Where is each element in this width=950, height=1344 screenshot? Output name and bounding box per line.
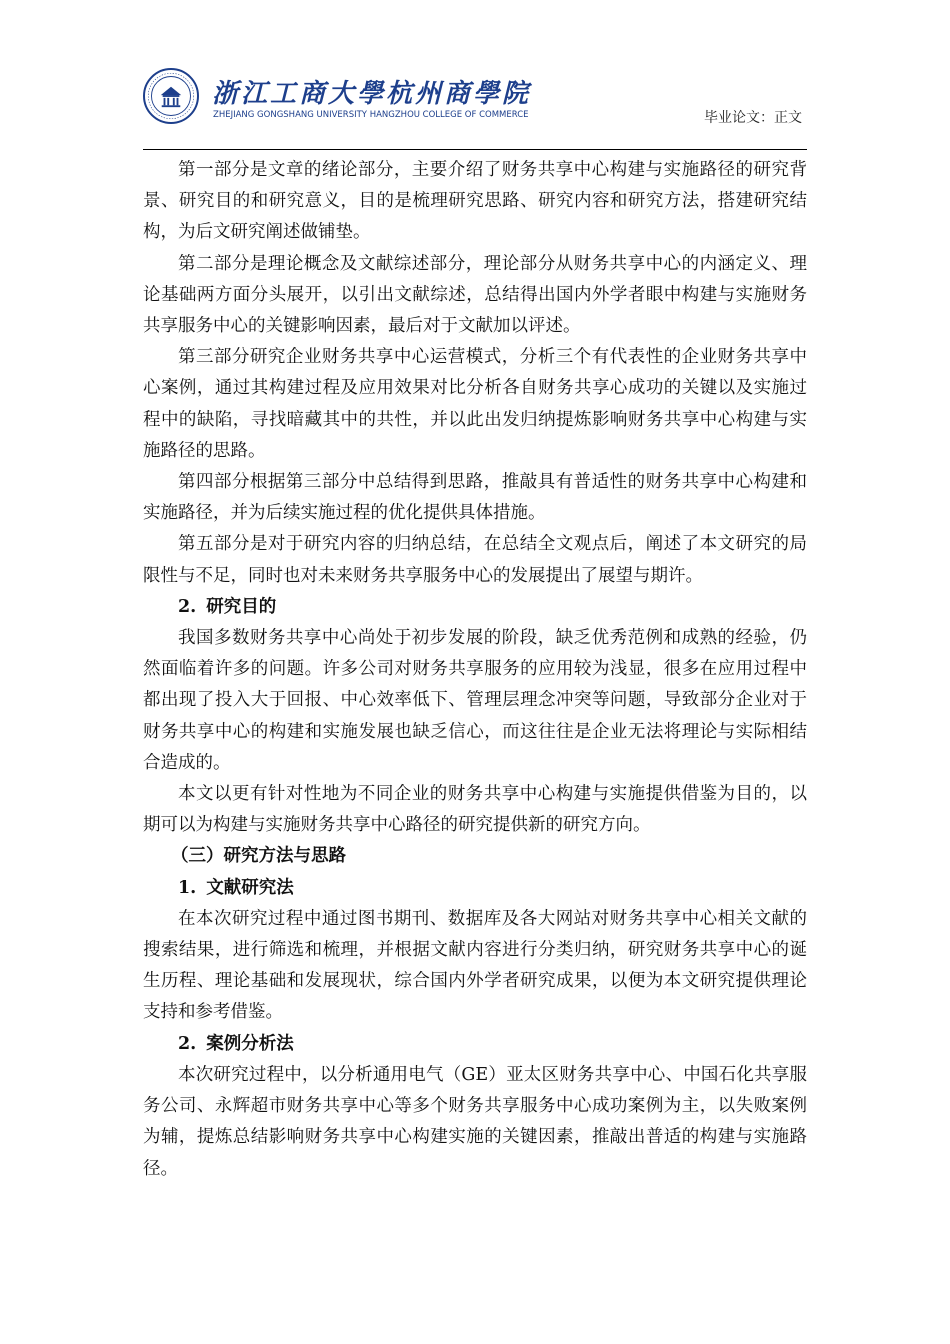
document-body <box>143 155 807 1185</box>
paragraph: 第四部分根据第三部分中总结得到思路，推敲具有普适性的财务共享中心构建和实施路径，并为后续实施过程的优化提供具体措施。 <box>143 472 807 524</box>
paragraph: 第五部分是对于研究内容的归纳总结，在总结全文观点后，阐述了本文研究的局限性与不足，同时也对未来财务共享服务中心的发展提出了展望与期许。 <box>143 534 807 586</box>
document-label: 毕业论文：正文 <box>704 110 802 126</box>
university-seal-icon <box>143 68 199 124</box>
paragraph: 我国多数财务共享中心尚处于初步发展的阶段，缺乏优秀范例和成熟的经验，仍然面临着许多的问题。许多公司对财务共享服务的应用较为浅显，很多在应用过程中都出现了投入大于回报、中心效率低下、管理层理念冲突等问题，导致部分企业对于财务共享中心的构建和实施发展也缺乏信心，而这往往是企业无法将理论与实际相结合造成的。 <box>143 628 807 773</box>
header-divider <box>143 149 807 150</box>
section-heading-methods: （三）研究方法与思路 <box>171 846 346 867</box>
paragraph: 本文以更有针对性地为不同企业的财务共享中心构建与实施提供借鉴为目的，以期可以为构建与实施财务共享中心路径的研究提供新的研究方向。 <box>143 784 807 836</box>
heading-text: 案例分析法 <box>206 1033 294 1054</box>
paragraph: 第三部分研究企业财务共享中心运营模式，分析三个有代表性的企业财务共享中心案例，通过其构建过程及应用效果对比分析各自财务共享心成功的关键以及实施过程中的缺陷，寻找暗藏其中的共性，并以此出发归纳提炼影响财务共享中心构建与实施路径的思路。 <box>143 347 807 461</box>
heading-number: 2. <box>178 596 197 617</box>
heading-text: 研究目的 <box>206 596 277 617</box>
paragraph: 本次研究过程中，以分析通用电气（GE）亚太区财务共享中心、中国石化共享服务公司、永辉超市财务共享中心等多个财务共享服务中心成功案例为主，以失败案例为辅，提炼总结影响财务共享中心构建实施的关键因素，推敲出普适的构建与实施路径。 <box>143 1064 807 1179</box>
section-heading-research-purpose <box>143 592 807 623</box>
university-logo-english: ZHEJIANG GONGSHANG UNIVERSITY HANGZHOU COLLEGE OF COMMERCE <box>213 110 529 120</box>
paragraph: 第二部分是理论概念及文献综述部分，理论部分从财务共享中心的内涵定义、理论基础两方面分头展开，以引出文献综述，总结得出国内外学者眼中构建与实施财务共享服务中心的关键影响因素，最后对于文献加以评述。 <box>143 253 807 337</box>
section-heading-literature-method <box>143 873 807 904</box>
paragraph: 第一部分是文章的绪论部分，主要介绍了财务共享中心构建与实施路径的研究背景、研究目的和研究意义，目的是梳理研究思路、研究内容和研究方法，搭建研究结构，为后文研究阐述做铺垫。 <box>143 160 807 243</box>
page-header <box>0 0 950 152</box>
heading-number: 1. <box>178 877 197 898</box>
university-logo-text: 浙江工商大學杭州商學院 <box>212 79 532 109</box>
heading-text: 文献研究法 <box>206 877 294 898</box>
heading-number: 2. <box>178 1033 197 1054</box>
paragraph: 在本次研究过程中通过图书期刊、数据库及各大网站对财务共享中心相关文献的搜索结果，进行筛选和梳理，并根据文献内容进行分类归纳，研究财务共享中心的诞生历程、理论基础和发展现状，综合国内外学者研究成果，以便为本文研究提供理论支持和参考借鉴。 <box>143 908 807 1023</box>
section-heading-case-method <box>143 1029 807 1060</box>
